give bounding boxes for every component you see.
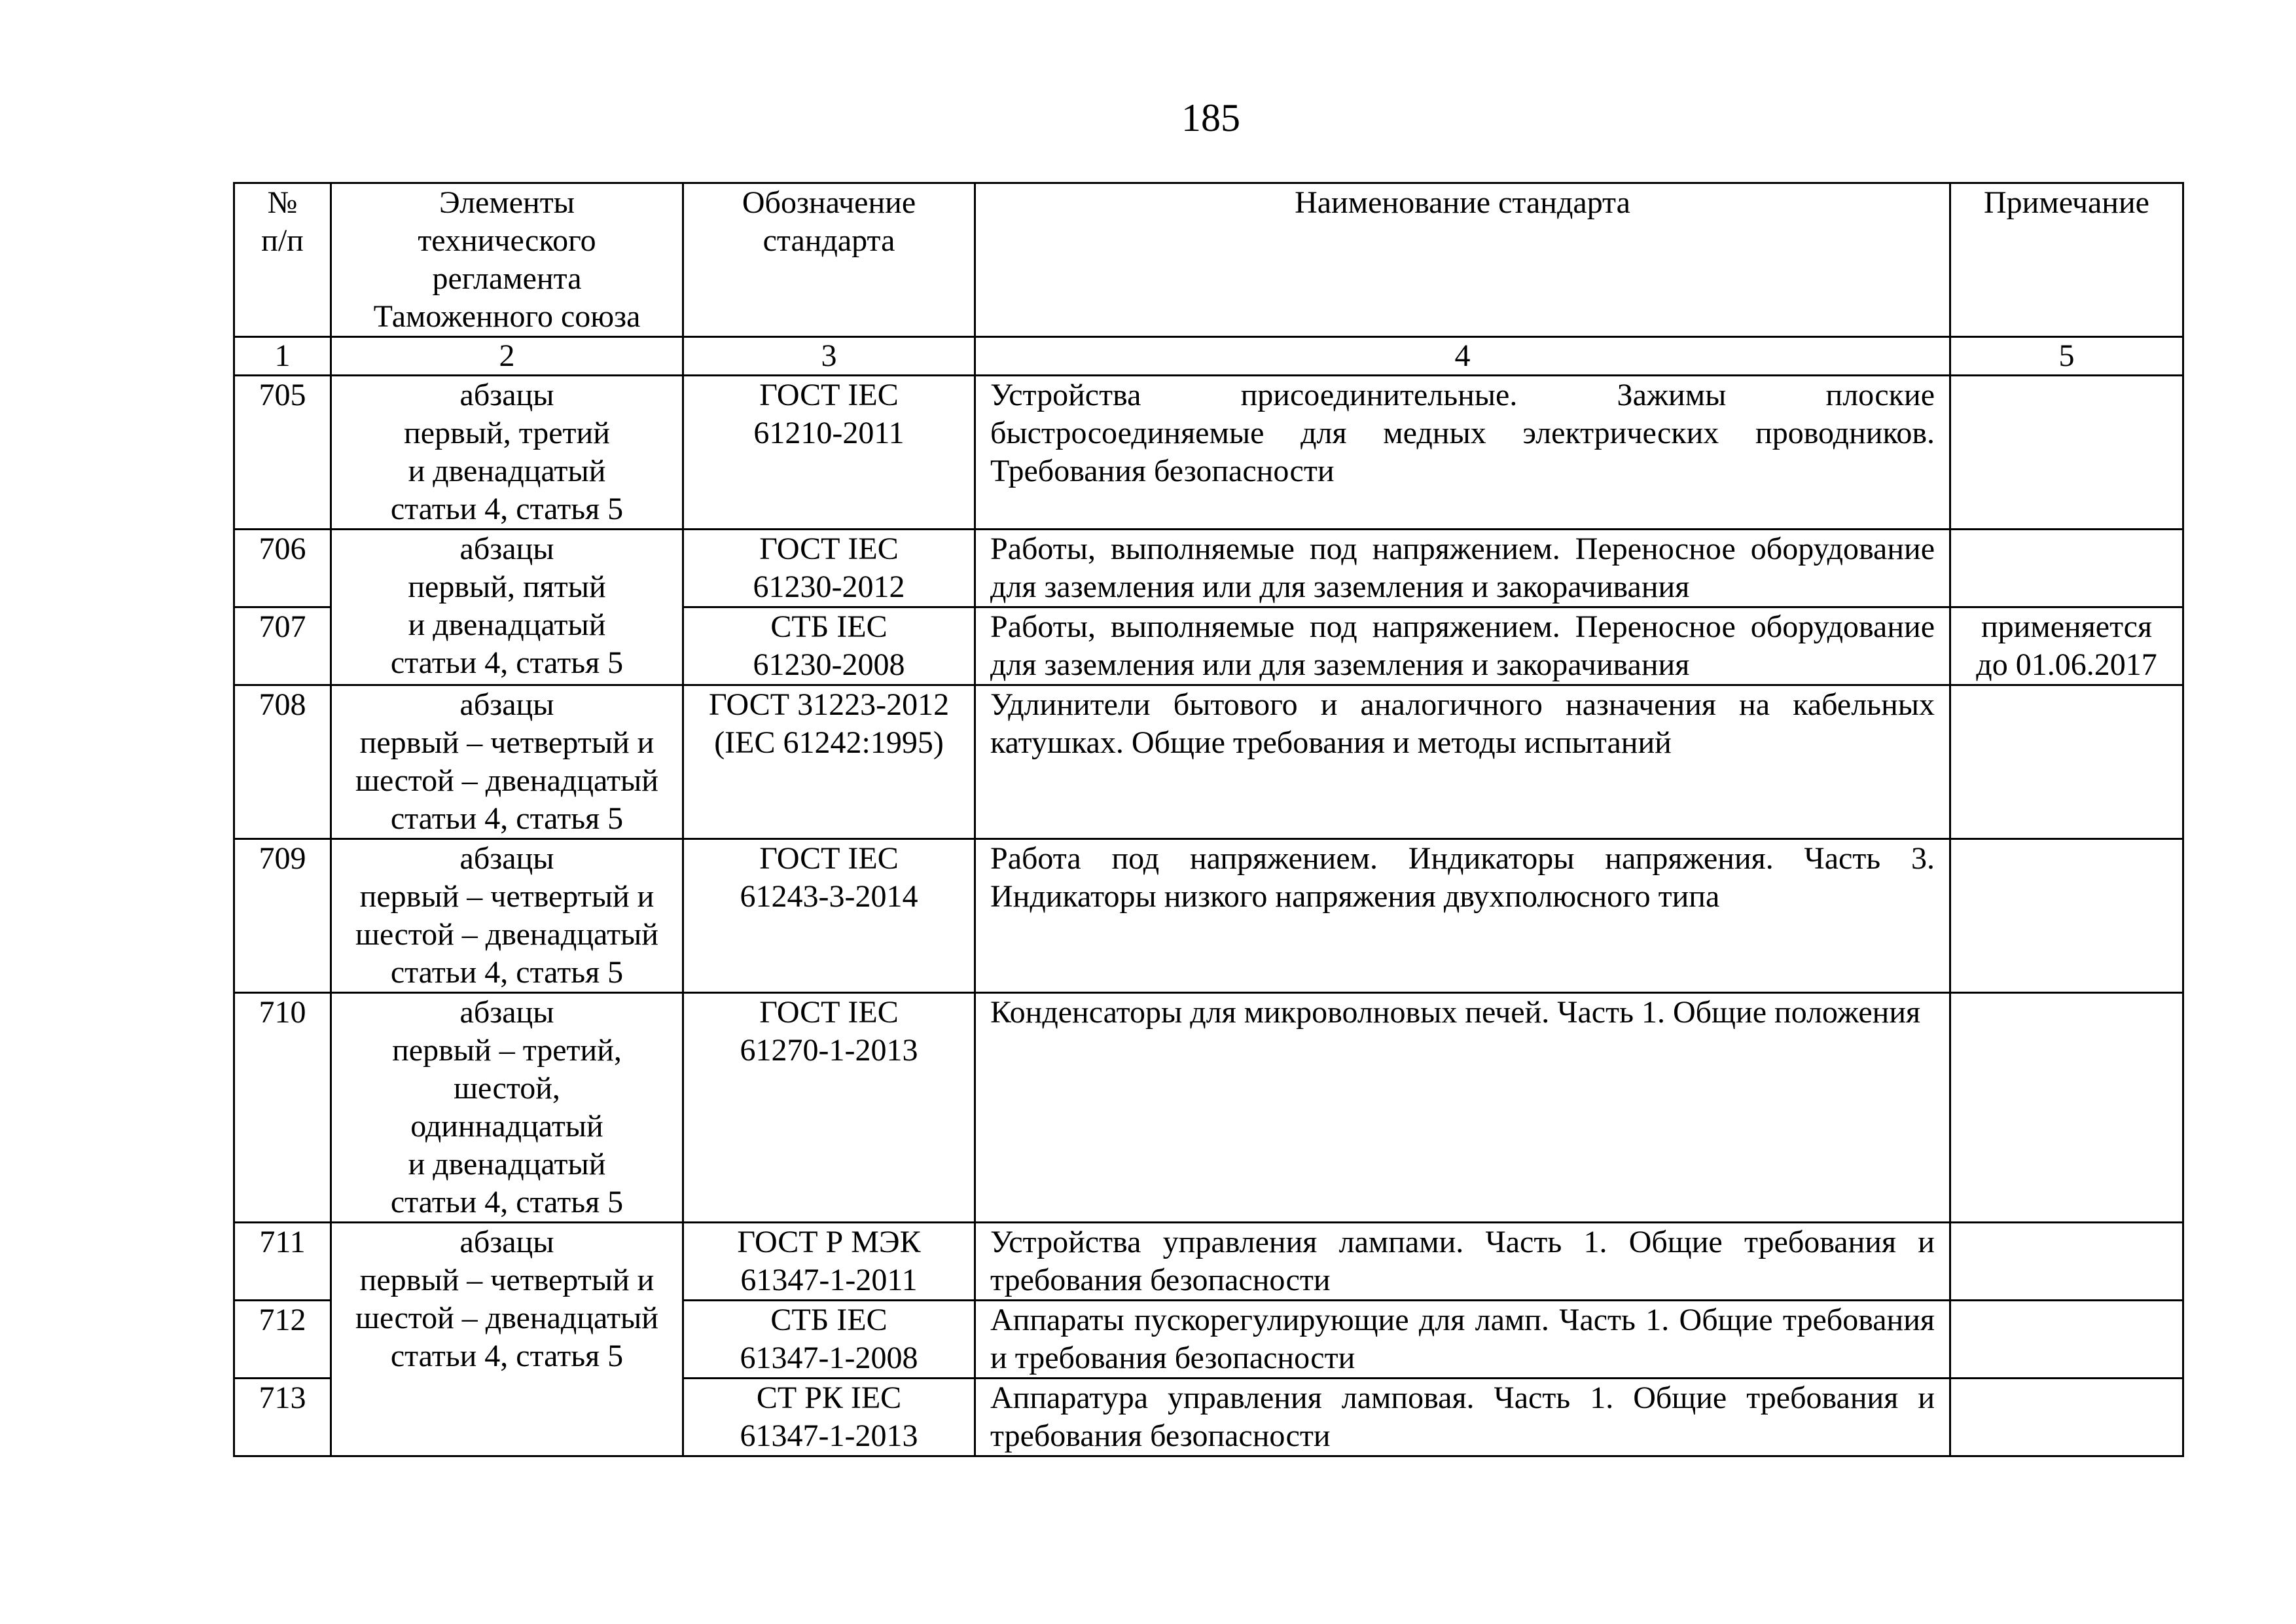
table-row bbox=[234, 993, 2183, 1223]
table-row bbox=[234, 530, 2183, 607]
header-elements: Элементы технического регламента Таможенного союза bbox=[331, 183, 683, 337]
column-number: 3 bbox=[683, 337, 975, 376]
standard-designation: ГОСТ IEC 61210-2011 bbox=[683, 376, 975, 530]
row-number: 705 bbox=[234, 376, 331, 530]
standard-designation: ГОСТ 31223-2012 (IEC 61242:1995) bbox=[683, 685, 975, 839]
table-row bbox=[234, 1223, 2183, 1301]
standard-title: Конденсаторы для микроволновых печей. Часть 1. Общие положения bbox=[975, 993, 1950, 1223]
regulation-elements: абзацы первый – третий, шестой, одиннадцатый и двенадцатый статьи 4, статья 5 bbox=[331, 993, 683, 1223]
standard-designation: СТ РК IEC 61347-1-2013 bbox=[683, 1379, 975, 1456]
header-standard-name: Наименование стандарта bbox=[975, 183, 1950, 337]
row-number: 712 bbox=[234, 1301, 331, 1379]
header-note: Примечание bbox=[1950, 183, 2183, 337]
regulation-elements: абзацы первый – четвертый и шестой – двенадцатый статьи 4, статья 5 bbox=[331, 1223, 683, 1456]
standard-title: Аппаратура управления ламповая. Часть 1. Общие требования и требования безопасности bbox=[975, 1379, 1950, 1456]
standard-designation: ГОСТ IEC 61243-3-2014 bbox=[683, 839, 975, 993]
standard-title: Устройства присоединительные. Зажимы плоские быстросоединяемые для медных электрических проводников. Требования безопасности bbox=[975, 376, 1950, 530]
standard-note bbox=[1950, 1379, 2183, 1456]
row-number: 713 bbox=[234, 1379, 331, 1456]
standard-title: Удлинители бытового и аналогичного назначения на кабельных катушках. Общие требования и методы испытаний bbox=[975, 685, 1950, 839]
column-number-row bbox=[234, 337, 2183, 376]
standard-note bbox=[1950, 530, 2183, 607]
column-number: 5 bbox=[1950, 337, 2183, 376]
table-row bbox=[234, 839, 2183, 993]
standard-title: Работа под напряжением. Индикаторы напряжения. Часть 3. Индикаторы низкого напряжения двухполюсного типа bbox=[975, 839, 1950, 993]
standard-note bbox=[1950, 1223, 2183, 1301]
standard-designation: ГОСТ IEC 61270-1-2013 bbox=[683, 993, 975, 1223]
standard-designation: СТБ IEC 61347-1-2008 bbox=[683, 1301, 975, 1379]
page-number: 185 bbox=[1181, 96, 1240, 139]
row-number: 710 bbox=[234, 993, 331, 1223]
standard-note bbox=[1950, 376, 2183, 530]
row-number: 709 bbox=[234, 839, 331, 993]
standard-note: применяется до 01.06.2017 bbox=[1950, 607, 2183, 685]
standard-title: Работы, выполняемые под напряжением. Переносное оборудование для заземления или для заземления и закорачивания bbox=[975, 607, 1950, 685]
row-number: 708 bbox=[234, 685, 331, 839]
standard-designation: ГОСТ Р МЭК 61347-1-2011 bbox=[683, 1223, 975, 1301]
standard-designation: СТБ IEC 61230-2008 bbox=[683, 607, 975, 685]
regulation-elements: абзацы первый – четвертый и шестой – двенадцатый статьи 4, статья 5 bbox=[331, 839, 683, 993]
column-number: 4 bbox=[975, 337, 1950, 376]
column-number: 1 bbox=[234, 337, 331, 376]
regulation-elements: абзацы первый, пятый и двенадцатый статьи 4, статья 5 bbox=[331, 530, 683, 685]
column-number: 2 bbox=[331, 337, 683, 376]
header-designation: Обозначение стандарта bbox=[683, 183, 975, 337]
table-row bbox=[234, 376, 2183, 530]
standards-table bbox=[233, 182, 2184, 1457]
row-number: 706 bbox=[234, 530, 331, 607]
standard-note bbox=[1950, 993, 2183, 1223]
standard-note bbox=[1950, 839, 2183, 993]
row-number: 711 bbox=[234, 1223, 331, 1301]
table-row bbox=[234, 685, 2183, 839]
standard-title: Работы, выполняемые под напряжением. Переносное оборудование для заземления или для заземления и закорачивания bbox=[975, 530, 1950, 607]
regulation-elements: абзацы первый – четвертый и шестой – двенадцатый статьи 4, статья 5 bbox=[331, 685, 683, 839]
standard-note bbox=[1950, 1301, 2183, 1379]
table-header-row bbox=[234, 183, 2183, 337]
standard-title: Аппараты пускорегулирующие для ламп. Часть 1. Общие требования и требования безопасности bbox=[975, 1301, 1950, 1379]
standard-title: Устройства управления лампами. Часть 1. Общие требования и требования безопасности bbox=[975, 1223, 1950, 1301]
standard-designation: ГОСТ IEC 61230-2012 bbox=[683, 530, 975, 607]
standard-note bbox=[1950, 685, 2183, 839]
regulation-elements: абзацы первый, третий и двенадцатый статьи 4, статья 5 bbox=[331, 376, 683, 530]
header-number: № п/п bbox=[234, 183, 331, 337]
row-number: 707 bbox=[234, 607, 331, 685]
